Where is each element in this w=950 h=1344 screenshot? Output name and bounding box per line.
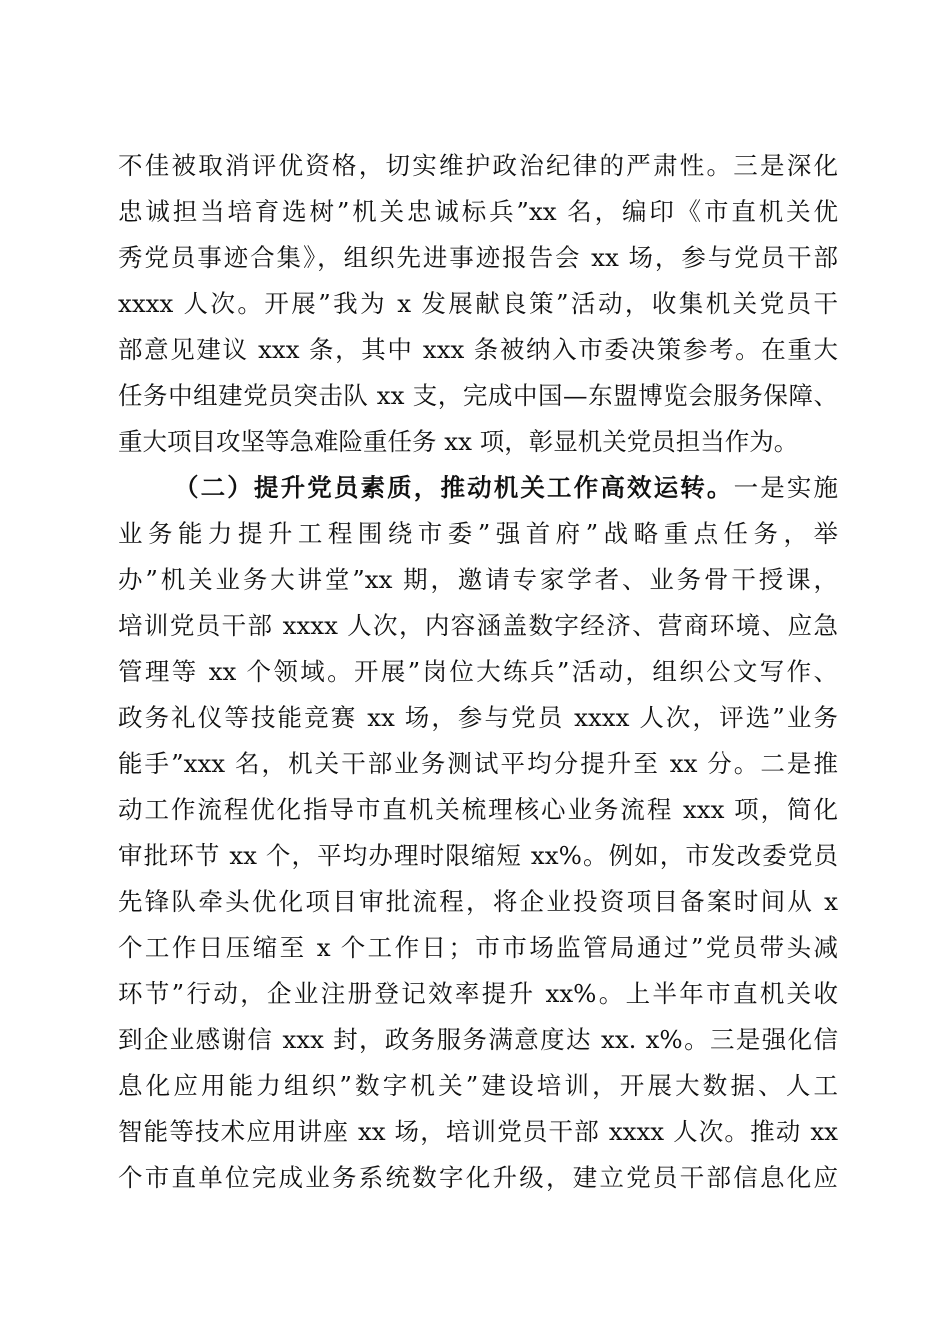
text-line: 到企业感谢信 xxx 封，政务服务满意度达 xx. x%。三是强化信 bbox=[118, 1025, 838, 1054]
text-line: 审批环节 xx 个，平均办理时限缩短 xx%。例如，市发改委党员 bbox=[118, 841, 838, 870]
text-line: 不佳被取消评优资格，切实维护政治纪律的严肃性。三是深化 bbox=[118, 151, 838, 180]
text-line: 环节”行动，企业注册登记效率提升 xx%。上半年市直机关收 bbox=[118, 979, 838, 1008]
paragraph-improve-quality bbox=[118, 465, 838, 1201]
text-line: 智能等技术应用讲座 xx 场，培训党员干部 xxxx 人次。推动 xx bbox=[118, 1117, 838, 1146]
text-line: 政务礼仪等技能竞赛 xx 场，参与党员 xxxx 人次，评选”业务 bbox=[118, 703, 838, 732]
text-line: 办”机关业务大讲堂”xx 期，邀请专家学者、业务骨干授课， bbox=[118, 565, 838, 594]
text-line: 部意见建议 xxx 条，其中 xxx 条被纳入市委决策参考。在重大 bbox=[118, 335, 838, 364]
heading-tail-text: 一是实施 bbox=[733, 473, 838, 502]
text-line: 动工作流程优化指导市直机关梳理核心业务流程 xxx 项，简化 bbox=[118, 795, 838, 824]
text-line: 先锋队牵头优化项目审批流程，将企业投资项目备案时间从 x bbox=[118, 887, 838, 916]
text-line: 秀党员事迹合集》，组织先进事迹报告会 xx 场，参与党员干部 bbox=[118, 243, 838, 272]
text-line: 业务能力提升工程围绕市委”强首府”战略重点任务，举 bbox=[118, 519, 838, 548]
text-line: 重大项目攻坚等急难险重任务 xx 项，彰显机关党员担当作为。 bbox=[118, 427, 799, 456]
text-line: 能手”xxx 名，机关干部业务测试平均分提升至 xx 分。二是推 bbox=[118, 749, 838, 778]
text-line: 忠诚担当培育选树”机关忠诚标兵”xx 名，编印《市直机关优 bbox=[118, 197, 838, 226]
text-line: xxxx 人次。开展”我为 x 发展献良策”活动，收集机关党员干 bbox=[118, 289, 838, 318]
section-heading-line bbox=[118, 465, 838, 511]
paragraph-discipline-loyalty bbox=[118, 143, 838, 465]
text-line: 管理等 xx 个领域。开展”岗位大练兵”活动，组织公文写作、 bbox=[118, 657, 838, 686]
text-line: 息化应用能力组织”数字机关”建设培训，开展大数据、人工 bbox=[118, 1071, 838, 1100]
text-line: 个市直单位完成业务系统数字化升级，建立党员干部信息化应 bbox=[118, 1163, 838, 1192]
text-line: 个工作日压缩至 x 个工作日；市市场监管局通过”党员带头减 bbox=[118, 933, 838, 962]
document-body bbox=[118, 143, 838, 1201]
text-line: 培训党员干部 xxxx 人次，内容涵盖数字经济、营商环境、应急 bbox=[118, 611, 838, 640]
section-heading: （二）提升党员素质，推动机关工作高效运转。 bbox=[174, 473, 734, 502]
text-line: 任务中组建党员突击队 xx 支，完成中国—东盟博览会服务保障、 bbox=[118, 381, 838, 410]
